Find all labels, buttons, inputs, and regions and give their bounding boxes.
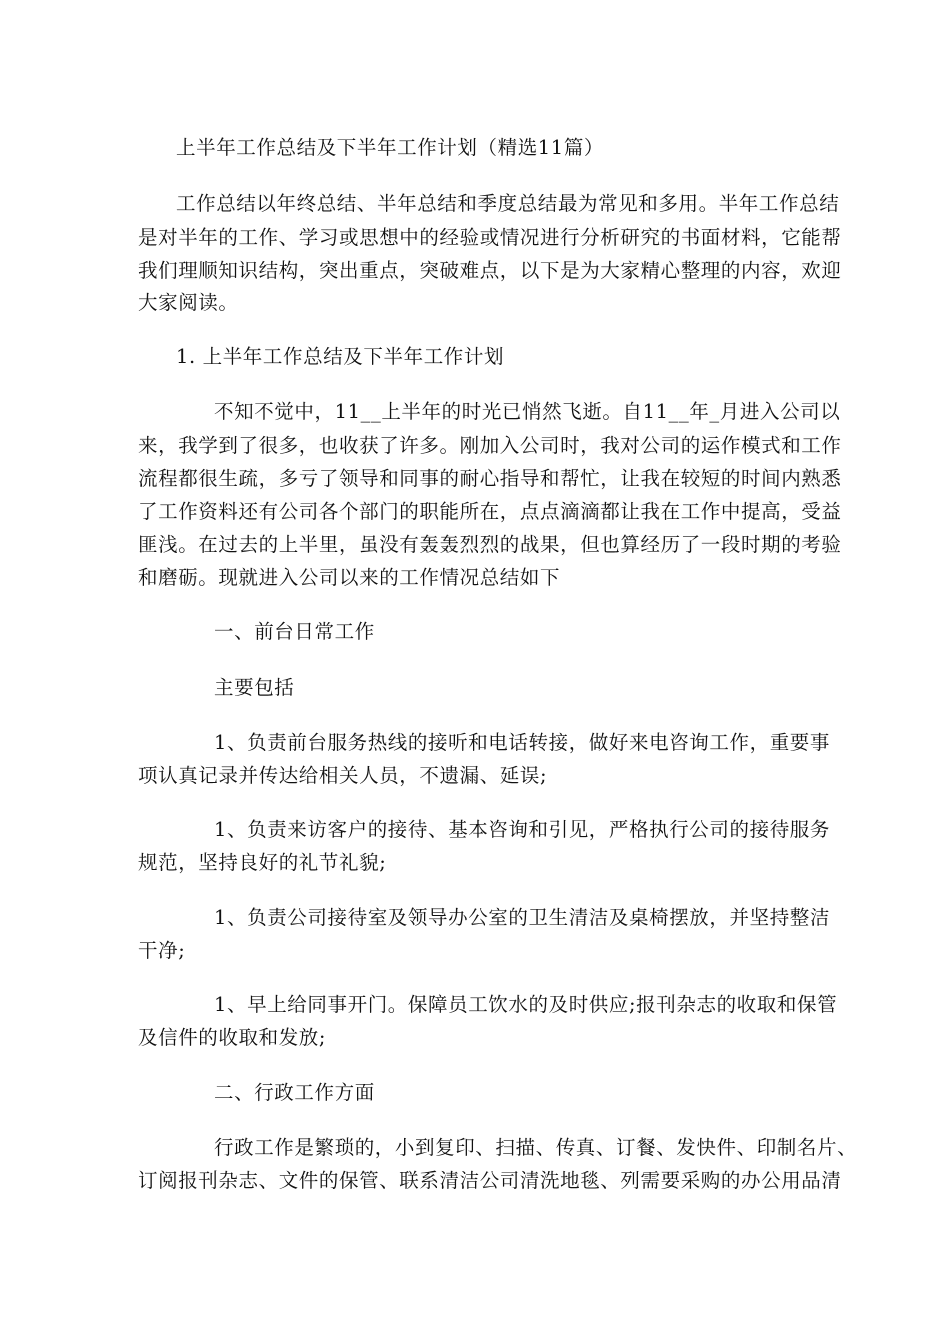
section-paragraph-line: 了工作资料还有公司各个部门的职能所在，点点滴滴都让我在工作中提高，受益: [138, 500, 842, 523]
section-paragraph-line: 匪浅。在过去的上半里，虽没有轰轰烈烈的战果，但也算经历了一段时期的考验: [138, 533, 842, 556]
document-title: 上半年工作总结及下半年工作计划（精选11篇）: [176, 136, 605, 159]
list-item-line: 项认真记录并传达给相关人员，不遗漏、延误;: [138, 764, 548, 787]
list-item-line: 1、负责公司接待室及领导办公室的卫生清洁及桌椅摆放，并坚持整洁: [214, 906, 831, 929]
part-heading: 一、前台日常工作: [214, 620, 375, 643]
part-paragraph-line: 行政工作是繁琐的，小到复印、扫描、传真、订餐、发快件、印制名片、: [214, 1136, 858, 1159]
list-item-line: 1、负责前台服务热线的接听和电话转接，做好来电咨询工作，重要事: [214, 731, 831, 754]
intro-line: 是对半年的工作、学习或思想中的经验或情况进行分析研究的书面材料，它能帮: [138, 226, 842, 249]
list-item-line: 规范，坚持良好的礼节礼貌;: [138, 851, 387, 874]
intro-line: 工作总结以年终总结、半年总结和季度总结最为常见和多用。半年工作总结: [176, 192, 840, 215]
intro-line: 大家阅读。: [138, 291, 239, 314]
part-paragraph-line: 订阅报刊杂志、文件的保管、联系清洁公司清洗地毯、列需要采购的办公用品清: [138, 1169, 842, 1192]
intro-line: 我们理顺知识结构，突出重点，突破难点，以下是为大家精心整理的内容，欢迎: [138, 259, 842, 282]
list-item-line: 1、早上给同事开门。保障员工饮水的及时供应;报刊杂志的收取和保管: [214, 993, 838, 1016]
list-item-line: 干净;: [138, 939, 186, 962]
section-paragraph-line: 来，我学到了很多，也收获了许多。刚加入公司时，我对公司的运作模式和工作: [138, 434, 842, 457]
part-heading: 二、行政工作方面: [214, 1081, 375, 1104]
section-paragraph-line: 和磨砺。现就进入公司以来的工作情况总结如下: [138, 566, 561, 589]
list-item-line: 1、负责来访客户的接待、基本咨询和引见，严格执行公司的接待服务: [214, 818, 831, 841]
section-heading: 1. 上半年工作总结及下半年工作计划: [176, 345, 505, 368]
part-subheading: 主要包括: [214, 676, 295, 699]
section-paragraph-line: 流程都很生疏，多亏了领导和同事的耐心指导和帮忙，让我在较短的时间内熟悉: [138, 467, 842, 490]
list-item-line: 及信件的收取和发放;: [138, 1026, 327, 1049]
section-paragraph-line: 不知不觉中，11__上半年的时光已悄然飞逝。自11__年_月进入公司以: [214, 400, 841, 423]
